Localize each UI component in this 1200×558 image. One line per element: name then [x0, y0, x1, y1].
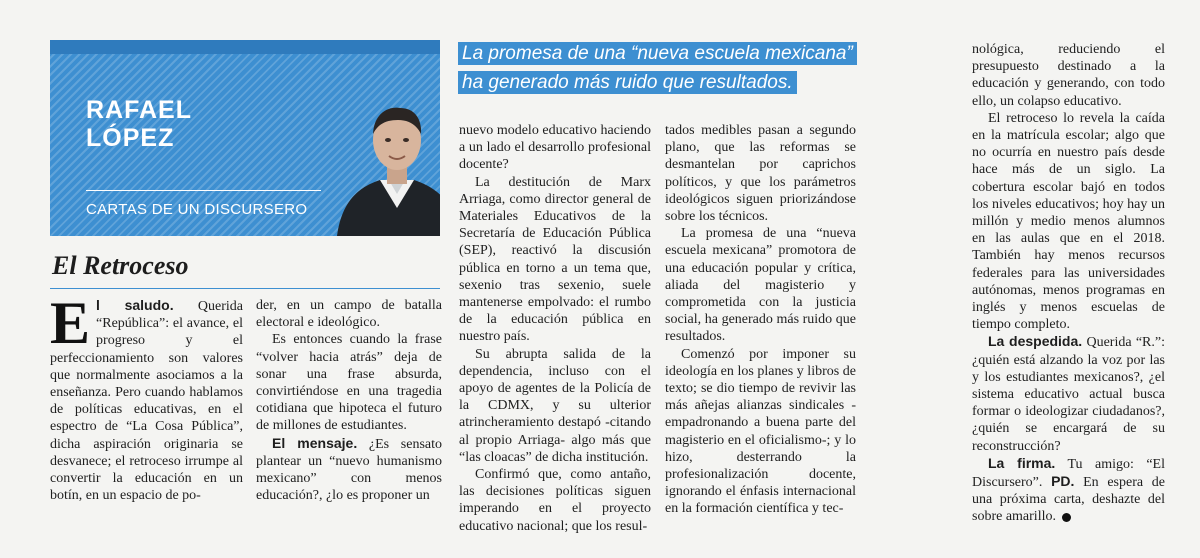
text-column-4	[665, 122, 856, 518]
column-name: CARTAS DE UN DISCURSERO	[86, 201, 308, 218]
section-lead-firma: La firma.	[988, 454, 1056, 471]
paragraph: El retroceso lo revela la caída en la matrícula escolar; algo que no ocurría en nuestro país desde hace más de un siglo. La cobertura escolar bajó en todos los niveles educativos; hoy hay un millón y medio menos alumnos en las aulas que en el 2018. También hay menos recursos federales para las universidades autónomas, menos programas en inglés y menos escuelas de tiempo completo.	[972, 110, 1165, 333]
paragraph: nológica, reduciendo el presupuesto destinado a la educación y generando, con todo ello, un colapso educativo.	[972, 42, 1165, 109]
section-lead-pd: PD.	[1051, 473, 1075, 490]
article-title: El Retroceso	[52, 251, 189, 280]
end-mark-icon	[1062, 513, 1071, 522]
text-column-3	[459, 122, 651, 535]
text-column-2	[256, 297, 442, 504]
pull-quote	[458, 40, 918, 96]
pull-quote-line-1: La promesa de una “nueva escuela mexicana”	[458, 42, 857, 65]
paragraph: Confirmó que, como antaño, las decisiones políticas siguen imperando en el proyecto educativo nacional; que los resul-	[459, 467, 651, 534]
text-column-5	[972, 41, 1165, 526]
drop-cap: E	[50, 290, 91, 356]
title-rule	[50, 288, 440, 289]
paragraph: Es entonces cuando la frase “volver hacia atrás” deja de sonar una frase absurda, convirtiéndose en una tragedia cotidiana que hipoteca el futuro de millones de estudiantes.	[256, 332, 442, 434]
paragraph: Tu amigo: “El Discursero”.	[972, 456, 1165, 491]
header-divider	[86, 190, 321, 191]
paragraph: nuevo modelo educativo haciendo a un lado el desarrollo profesional docente?	[459, 123, 651, 173]
paragraph: La promesa de una “nueva escuela mexicana” promotora de una educación popular y crítica, aliada del magisterio y comprometida con la justicia social, ha generado más ruido que resultados.	[665, 226, 856, 345]
column-header	[50, 40, 440, 236]
section-lead-mensaje: El mensaje.	[272, 434, 358, 451]
paragraph: Querida “República”: el avance, el progreso y el perfeccionamiento son valores que normalmente asociamos a la enseñanza. Pero cuando hablamos de políticas educativas, en el espectro de “La Cosa Pública”, dicha aspiración originaria se desvanece; el retroceso irrumpe al convertir la educación en un botín, en un espacio de po-	[50, 299, 243, 504]
text-column-1	[50, 290, 243, 504]
paragraph: Comenzó por imponer su ideología en los planes y libros de texto; se dio tiempo de revivir las más añejas alianzas sindicales -empadronando a buena parte del magisterio en el oficialismo-; y lo hizo, desterrando la profesionalización docente, ignorando el énfasis internacional en la formación científica y tec-	[665, 346, 856, 517]
author-last-name: LÓPEZ	[86, 124, 175, 152]
section-lead-saludo: l saludo.	[96, 297, 174, 313]
author-first-name: RAFAEL	[86, 96, 192, 124]
paragraph: tados medibles pasan a segundo plano, que las reformas se desmantelan por caprichos políticos, y que los parámetros ideológicos siguen priorizándose sobre los técnicos.	[665, 123, 856, 225]
section-lead-despedida: La despedida.	[988, 333, 1083, 350]
paragraph: La destitución de Marx Arriaga, como director general de Materiales Educativos de la Secretaría de Educación Pública (SEP), reactivó la discusión pública en torno a un tema que, sexenio tras sexenio, suele mantenerse empolvado: el rumbo de la educación pública en nuestro país.	[459, 174, 651, 345]
header-top-band	[50, 40, 440, 54]
paragraph: En espera de una próxima carta, deshazte del sobre amarillo.	[972, 475, 1165, 525]
author-portrait	[332, 98, 440, 236]
paragraph: der, en un campo de batalla electoral e ideológico.	[256, 298, 442, 331]
paragraph: ¿Es sensato plantear un “nuevo humanismo mexicano” con menos educación?, ¿lo es proponer un	[256, 436, 442, 504]
paragraph: Su abrupta salida de la dependencia, incluso con el apoyo de agentes de la Policía de la CDMX, y su ulterior atrincheramiento destapó -citando al propio Arriaga- algo más que “las cloacas” de dicha institución.	[459, 346, 651, 465]
paragraph: Querida “R.”: ¿quién está alzando la voz por las y los estudiantes mexicanos?, ¿el sistema educativo actual busca formar o ideologizar ciudadanos?, ¿quién se encargará de su reconstrucción?	[972, 335, 1165, 454]
author-name	[86, 96, 306, 152]
pull-quote-line-2: ha generado más ruido que resultados.	[458, 71, 797, 94]
